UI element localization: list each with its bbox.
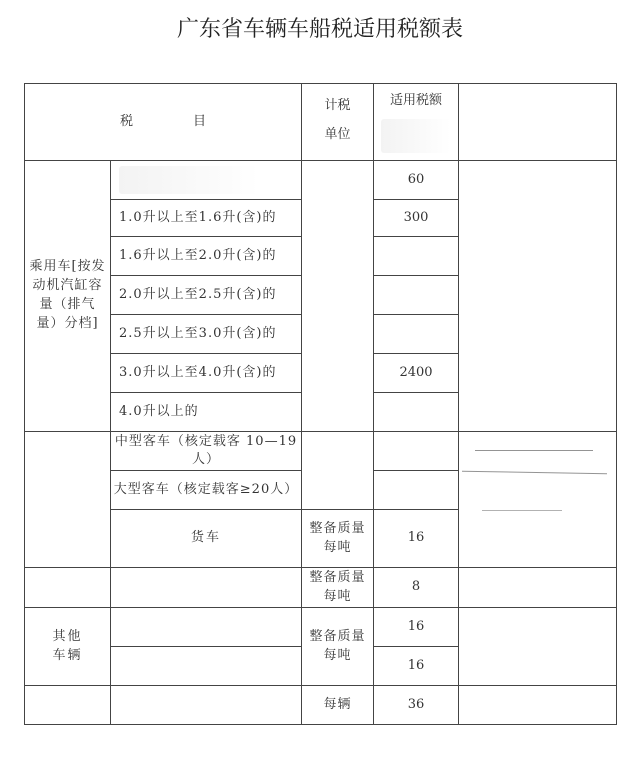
table-row: [25, 432, 617, 471]
tax-rate-table: [24, 83, 617, 725]
other-remark: [459, 608, 617, 686]
row-amount: 16: [374, 608, 459, 647]
row-label: 1.0升以上至1.6升(含)的: [111, 200, 302, 237]
header-tax-unit: 计税 单位: [302, 84, 374, 161]
row-label: 2.0升以上至2.5升(含)的: [111, 276, 302, 315]
row-label: 中型客车（核定载客 10—19人）: [111, 432, 302, 471]
redacted-area: [381, 119, 451, 153]
row-amount: 60: [374, 161, 459, 200]
table-row: [25, 568, 617, 608]
row-amount: 300: [374, 200, 459, 237]
row-label: 4.0升以上的: [111, 393, 302, 432]
row-label: 2.5升以上至3.0升(含)的: [111, 315, 302, 354]
row-label: 大型客车（核定载客≥20人）: [111, 471, 302, 510]
row-amount: [374, 276, 459, 315]
category-other: 其他车辆: [25, 608, 111, 686]
stray-mark: [482, 510, 562, 511]
row-amount: 8: [374, 568, 459, 608]
other-unit: 整备质量每吨: [302, 608, 374, 686]
category-commercial: [25, 432, 111, 568]
row-amount: 16: [374, 510, 459, 568]
trailer-remark: [459, 568, 617, 608]
row-unit: 整备质量每吨: [302, 510, 374, 568]
row-label: [111, 686, 302, 725]
stray-mark: [475, 450, 593, 451]
row-label: [111, 608, 302, 647]
row-unit: 整备质量每吨: [302, 568, 374, 608]
passenger-remark: [459, 161, 617, 432]
row-amount: [374, 432, 459, 471]
header-tax-item: 税 目: [25, 84, 302, 161]
row-label: 货车: [111, 510, 302, 568]
commercial-unit: [302, 432, 374, 510]
header-tax-amount: 适用税额: [374, 84, 459, 161]
motorcycle-remark: [459, 686, 617, 725]
row-amount: [374, 393, 459, 432]
row-label: 3.0升以上至4.0升(含)的: [111, 354, 302, 393]
row-amount: 2400: [374, 354, 459, 393]
row-amount: [374, 237, 459, 276]
passenger-unit: [302, 161, 374, 432]
category-trailer: [25, 568, 111, 608]
row-amount: [374, 315, 459, 354]
row-label: [111, 647, 302, 686]
row-unit: 每辆: [302, 686, 374, 725]
redacted-area: [119, 166, 259, 194]
header-row: [25, 84, 617, 161]
row-label: [111, 568, 302, 608]
table-row: [25, 686, 617, 725]
row-amount: 16: [374, 647, 459, 686]
row-amount: [374, 471, 459, 510]
table-row: [25, 608, 617, 647]
table-row: [25, 161, 617, 200]
commercial-remark: [459, 432, 617, 568]
category-motorcycle: [25, 686, 111, 725]
header-remark: [459, 84, 617, 161]
row-label: 1.6升以上至2.0升(含)的: [111, 237, 302, 276]
row-amount: 36: [374, 686, 459, 725]
document-title: 广东省车辆车船税适用税额表: [176, 17, 463, 42]
category-passenger: 乘用车[按发动机汽缸容量（排气量）分档]: [25, 161, 111, 432]
row-label: [111, 161, 302, 200]
